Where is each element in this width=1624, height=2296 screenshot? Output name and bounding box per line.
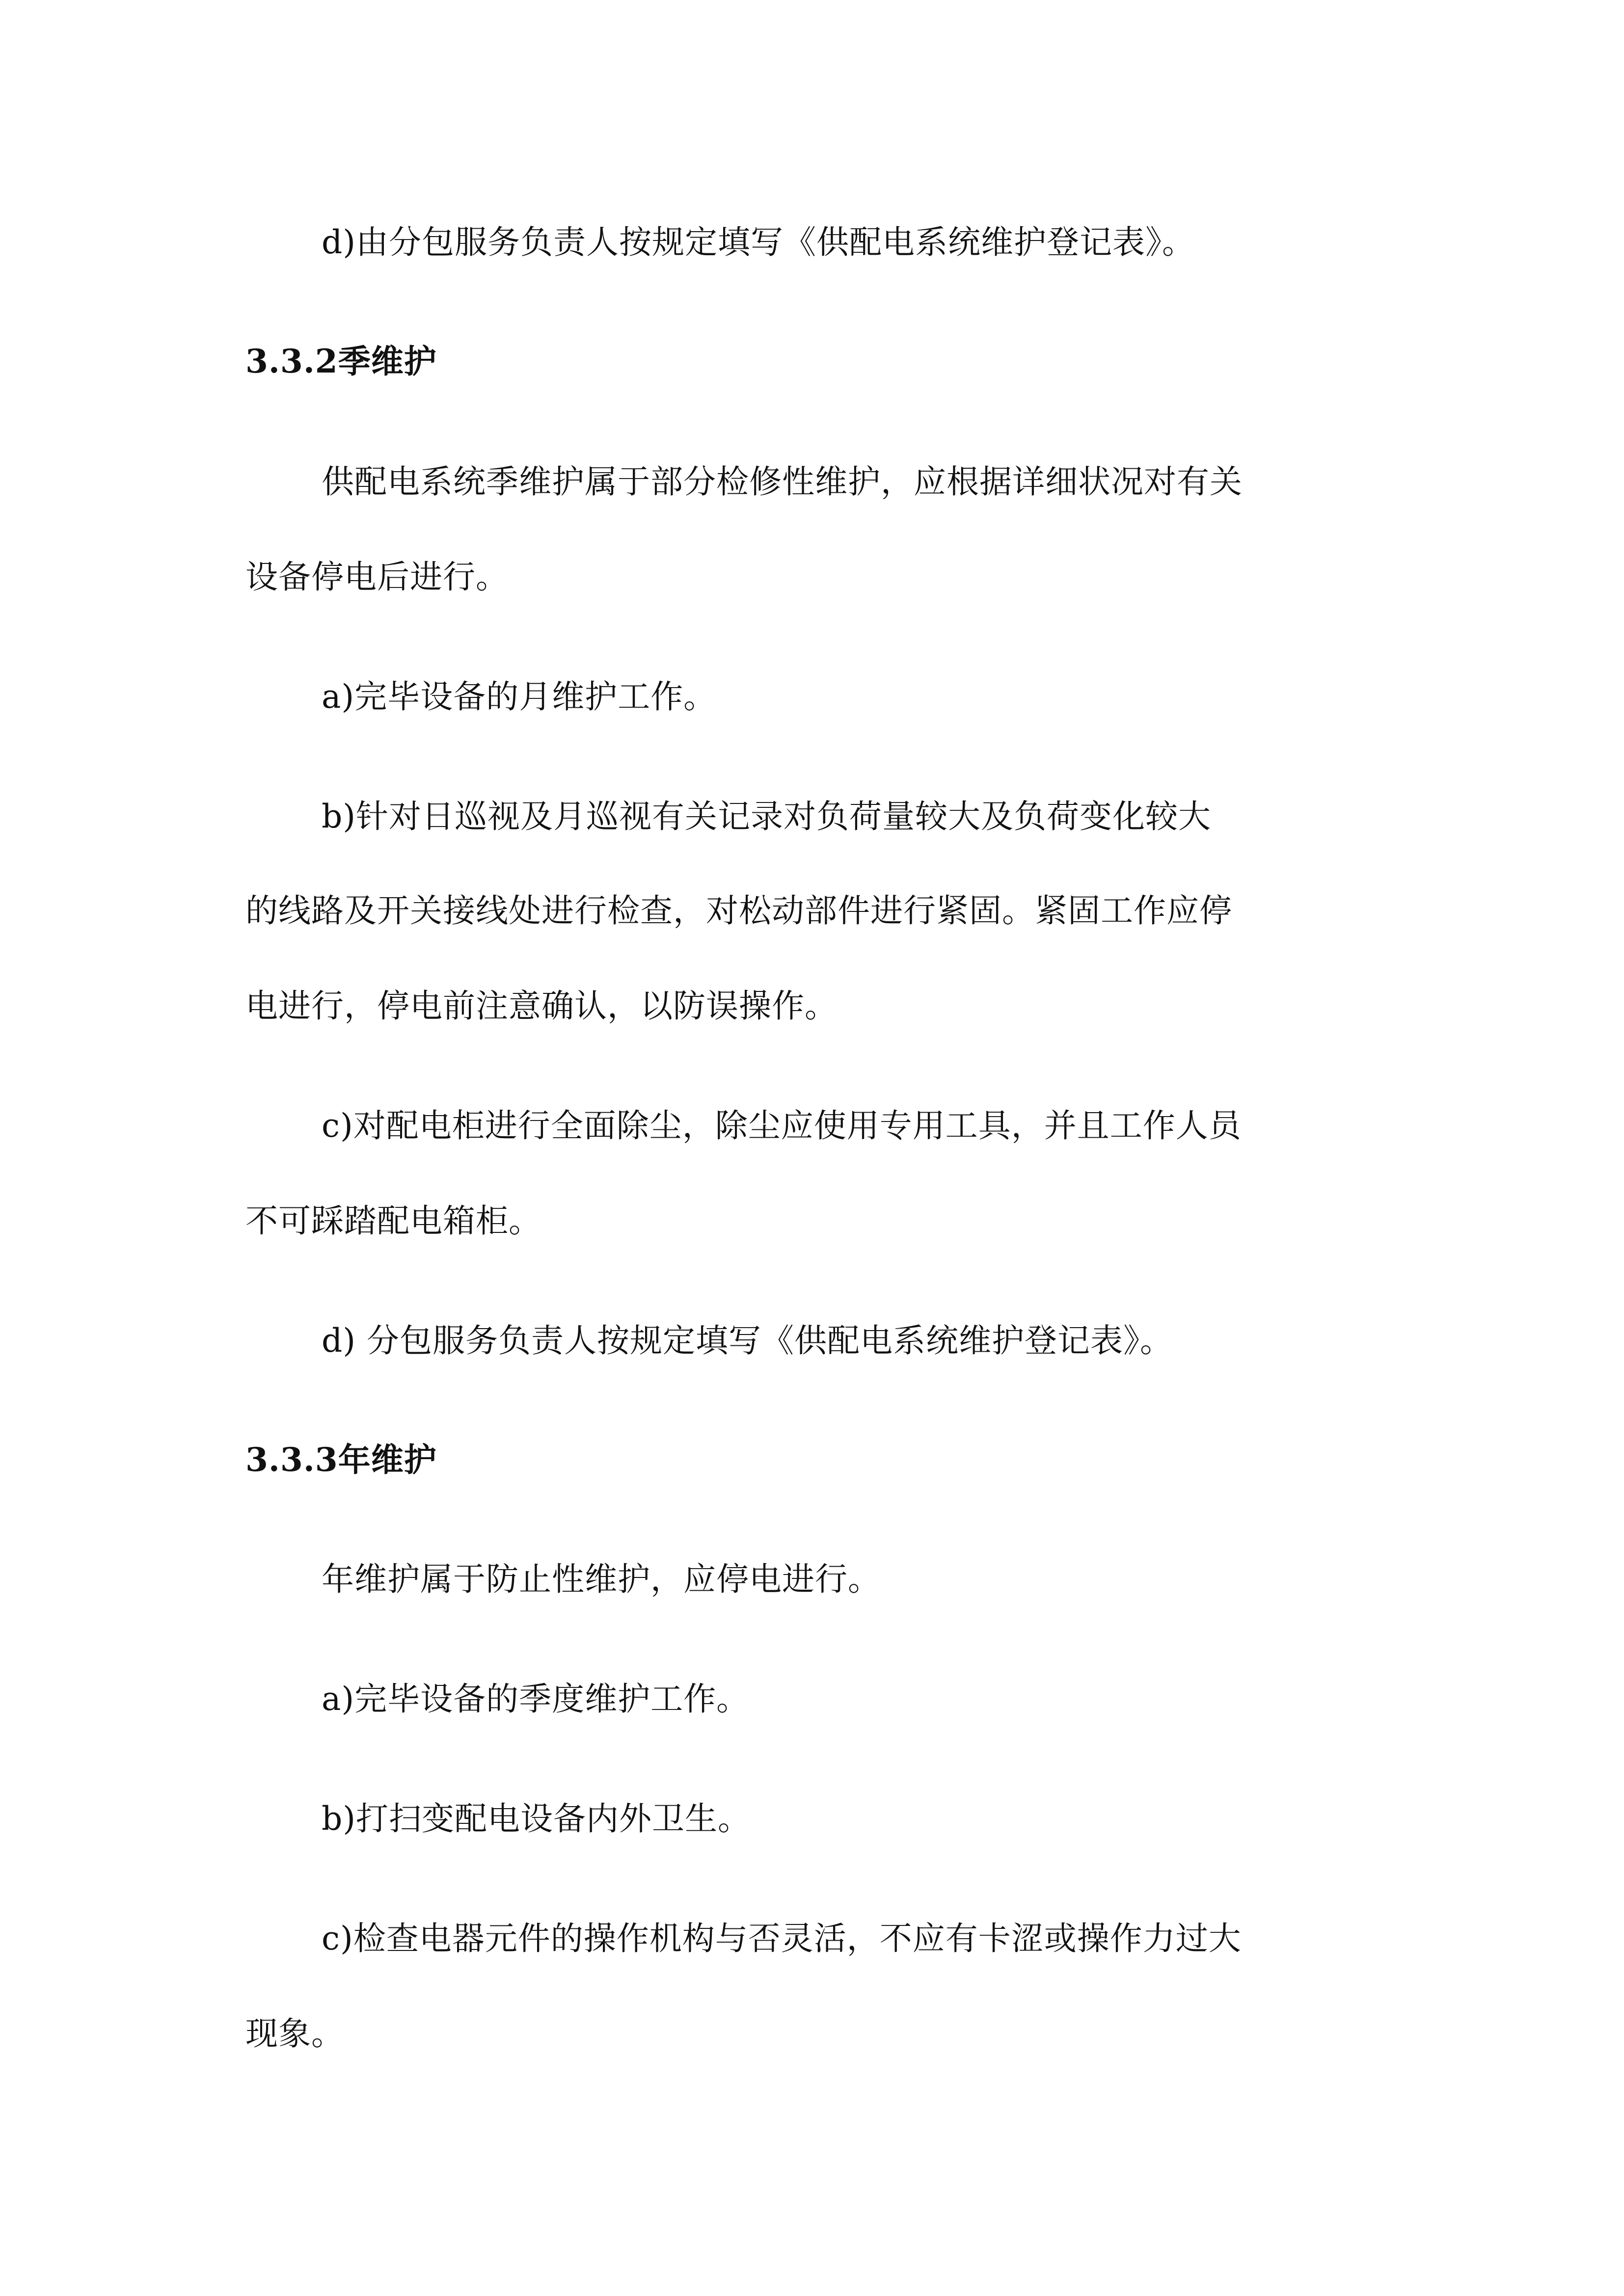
- paragraph-quarterly-intro-line1: 供配电系统季维护属于部分检修性维护，应根据详细状况对有关: [322, 463, 1243, 501]
- paragraph-annual-intro: 年维护属于防止性维护，应停电进行。: [322, 1560, 881, 1598]
- paragraph-d-record-2: d) 分包服务负责人按规定填写《供配电系统维护登记表》。: [322, 1322, 1173, 1360]
- paragraph-b-cleaning: b)打扫变配电设备内外卫生。: [322, 1800, 751, 1838]
- paragraph-c-mechanism-line1: c)检查电器元件的操作机构与否灵活，不应有卡涩或操作力过大: [322, 1920, 1242, 1957]
- heading-3-3-2: 3.3.2季维护: [245, 342, 437, 380]
- paragraph-quarterly-intro-line2: 设备停电后进行。: [245, 558, 509, 596]
- paragraph-b-inspection-line3: 电进行，停电前注意确认，以防误操作。: [245, 987, 838, 1025]
- paragraph-b-inspection-line2: 的线路及开关接线处进行检查，对松动部件进行紧固。紧固工作应停: [245, 892, 1232, 930]
- paragraph-c-dusting-line1: c)对配电柜进行全面除尘，除尘应使用专用工具，并且工作人员: [322, 1107, 1242, 1145]
- paragraph-a-quarterly: a)完毕设备的季度维护工作。: [322, 1680, 750, 1718]
- paragraph-b-inspection-line1: b)针对日巡视及月巡视有关记录对负荷量较大及负荷变化较大: [322, 798, 1211, 835]
- heading-3-3-3: 3.3.3年维护: [245, 1441, 437, 1479]
- paragraph-a-monthly: a)完毕设备的月维护工作。: [322, 678, 717, 716]
- paragraph-c-dusting-line2: 不可踩踏配电箱柜。: [245, 1202, 541, 1240]
- paragraph-d-record: d)由分包服务负责人按规定填写《供配电系统维护登记表》。: [322, 223, 1195, 261]
- paragraph-c-mechanism-line2: 现象。: [245, 2015, 344, 2053]
